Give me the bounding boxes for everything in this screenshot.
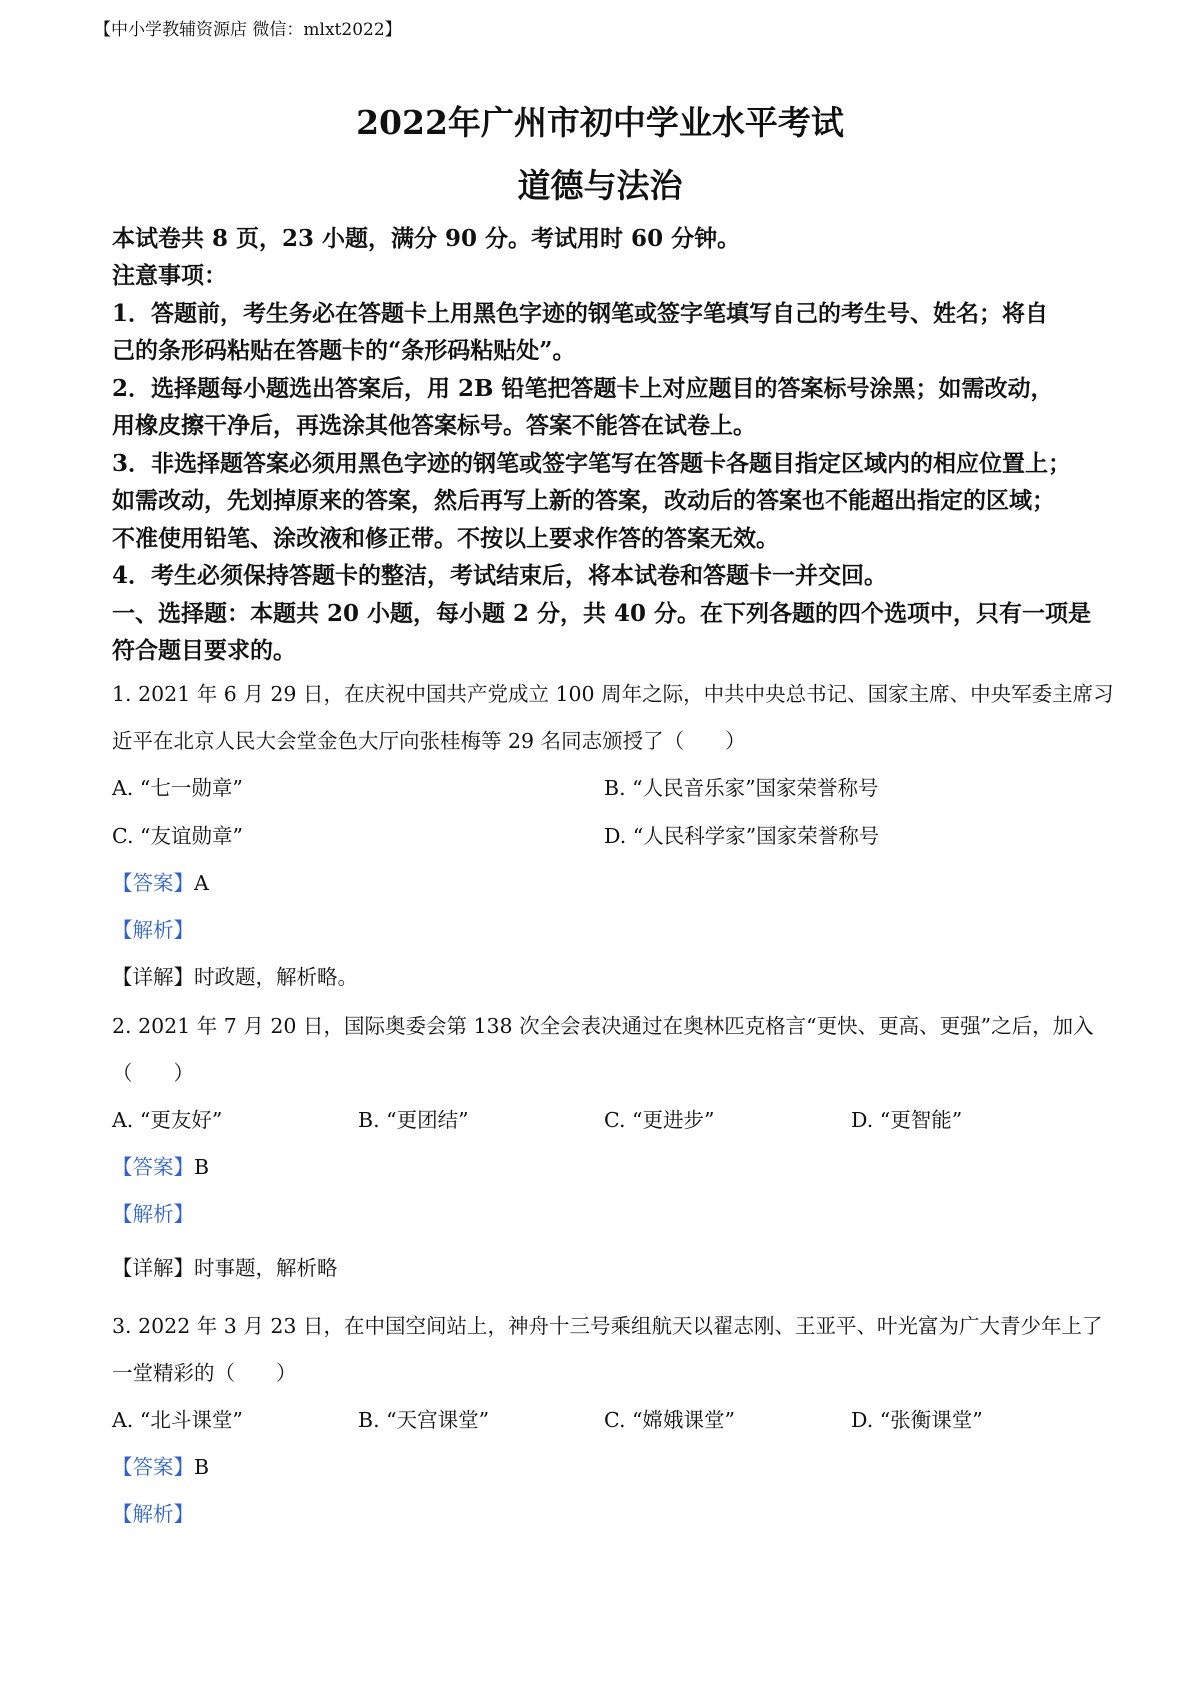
option-b: B. “天宫课堂” <box>358 1408 490 1432</box>
notice-line: 不准使用铅笔、涂改液和修正带。不按以上要求作答的答案无效。 <box>112 525 779 552</box>
option-b: B. “人民音乐家”国家荣誉称号 <box>604 776 879 800</box>
notice-line: 2．选择题每小题选出答案后，用 2B 铅笔把答题卡上对应题目的答案标号涂黑；如需改动， <box>112 375 1054 402</box>
notice-line: 己的条形码粘贴在答题卡的“条形码粘贴处”。 <box>112 337 576 364</box>
analysis-label: 【解析】 <box>112 1502 194 1526</box>
option-d: D. “张衡课堂” <box>851 1408 983 1432</box>
exam-title: 2022年广州市初中学业水平考试 <box>356 103 844 142</box>
answer-label: 【答案】 <box>112 1455 194 1479</box>
detail-text: 时事题，解析略 <box>194 1256 338 1280</box>
detail-text: 时政题，解析略。 <box>194 965 358 989</box>
analysis-line <box>112 915 1122 945</box>
exam-subject: 道德与法治 <box>517 166 683 205</box>
answer-value: B <box>194 1455 210 1479</box>
source-tag: 【中小学教辅资源店 微信：mlxt2022】 <box>94 20 402 40</box>
answer-value: B <box>194 1155 210 1179</box>
analysis-label: 【解析】 <box>112 918 194 942</box>
answer-line <box>112 1452 1122 1482</box>
notice-line: 3．非选择题答案必须用黑色字迹的钢笔或签字笔写在答题卡各题目指定区域内的相应位置上； <box>112 450 1072 477</box>
option-d: D. “更智能” <box>851 1108 963 1132</box>
exam-summary: 本试卷共 8 页，23 小题，满分 90 分。考试用时 60 分钟。 <box>112 225 741 252</box>
option-a: A. “更友好” <box>112 1108 223 1132</box>
answer-value: A <box>194 871 209 895</box>
option-c: C. “友谊勋章” <box>112 824 243 848</box>
analysis-line <box>112 1199 1122 1229</box>
question-stem: 2. 2021 年 7 月 20 日，国际奥委会第 138 次全会表决通过在奥林匹克格言“更快、更高、更强”之后，加入 <box>112 1014 1094 1038</box>
option-d: D. “人民科学家”国家荣誉称号 <box>604 824 880 848</box>
option-a: A. “北斗课堂” <box>112 1408 243 1432</box>
detail-label: 【详解】 <box>112 1256 194 1280</box>
section-heading: 一、选择题：本题共 20 小题，每小题 2 分，共 40 分。在下列各题的四个选项中，只有一项是 <box>112 600 1092 627</box>
notice-line: 4．考生必须保持答题卡的整洁，考试结束后，将本试卷和答题卡一并交回。 <box>112 562 888 589</box>
question-stem: 1. 2021 年 6 月 29 日，在庆祝中国共产党成立 100 周年之际，中共中央总书记、国家主席、中央军委主席习 <box>112 682 1114 706</box>
answer-line <box>112 868 1122 898</box>
question-stem: 一堂精彩的（ ） <box>112 1361 297 1385</box>
detail-line <box>112 962 1122 992</box>
analysis-label: 【解析】 <box>112 1202 194 1226</box>
answer-label: 【答案】 <box>112 871 194 895</box>
notice-line: 如需改动，先划掉原来的答案，然后再写上新的答案，改动后的答案也不能超出指定的区域； <box>112 487 1055 514</box>
question-stem: 3. 2022 年 3 月 23 日，在中国空间站上，神舟十三号乘组航天以翟志刚、王亚平、叶光富为广大青少年上了 <box>112 1314 1103 1338</box>
notice-heading: 注意事项： <box>112 262 227 289</box>
detail-label: 【详解】 <box>112 965 194 989</box>
detail-line <box>112 1253 1122 1283</box>
question-stem: （ ） <box>112 1061 194 1085</box>
question-stem: 近平在北京人民大会堂金色大厅向张桂梅等 29 名同志颁授了（ ） <box>112 729 746 753</box>
notice-line: 用橡皮擦干净后，再选涂其他答案标号。答案不能答在试卷上。 <box>112 412 756 439</box>
option-a: A. “七一勋章” <box>112 776 243 800</box>
option-b: B. “更团结” <box>358 1108 469 1132</box>
option-c: C. “更进步” <box>604 1108 715 1132</box>
option-c: C. “嫦娥课堂” <box>604 1408 735 1432</box>
analysis-line <box>112 1499 1122 1529</box>
notice-line: 1．答题前，考生务必在答题卡上用黑色字迹的钢笔或签字笔填写自己的考生号、姓名；将自 <box>112 300 1049 327</box>
section-heading: 符合题目要求的。 <box>112 637 296 664</box>
answer-line <box>112 1152 1122 1182</box>
answer-label: 【答案】 <box>112 1155 194 1179</box>
